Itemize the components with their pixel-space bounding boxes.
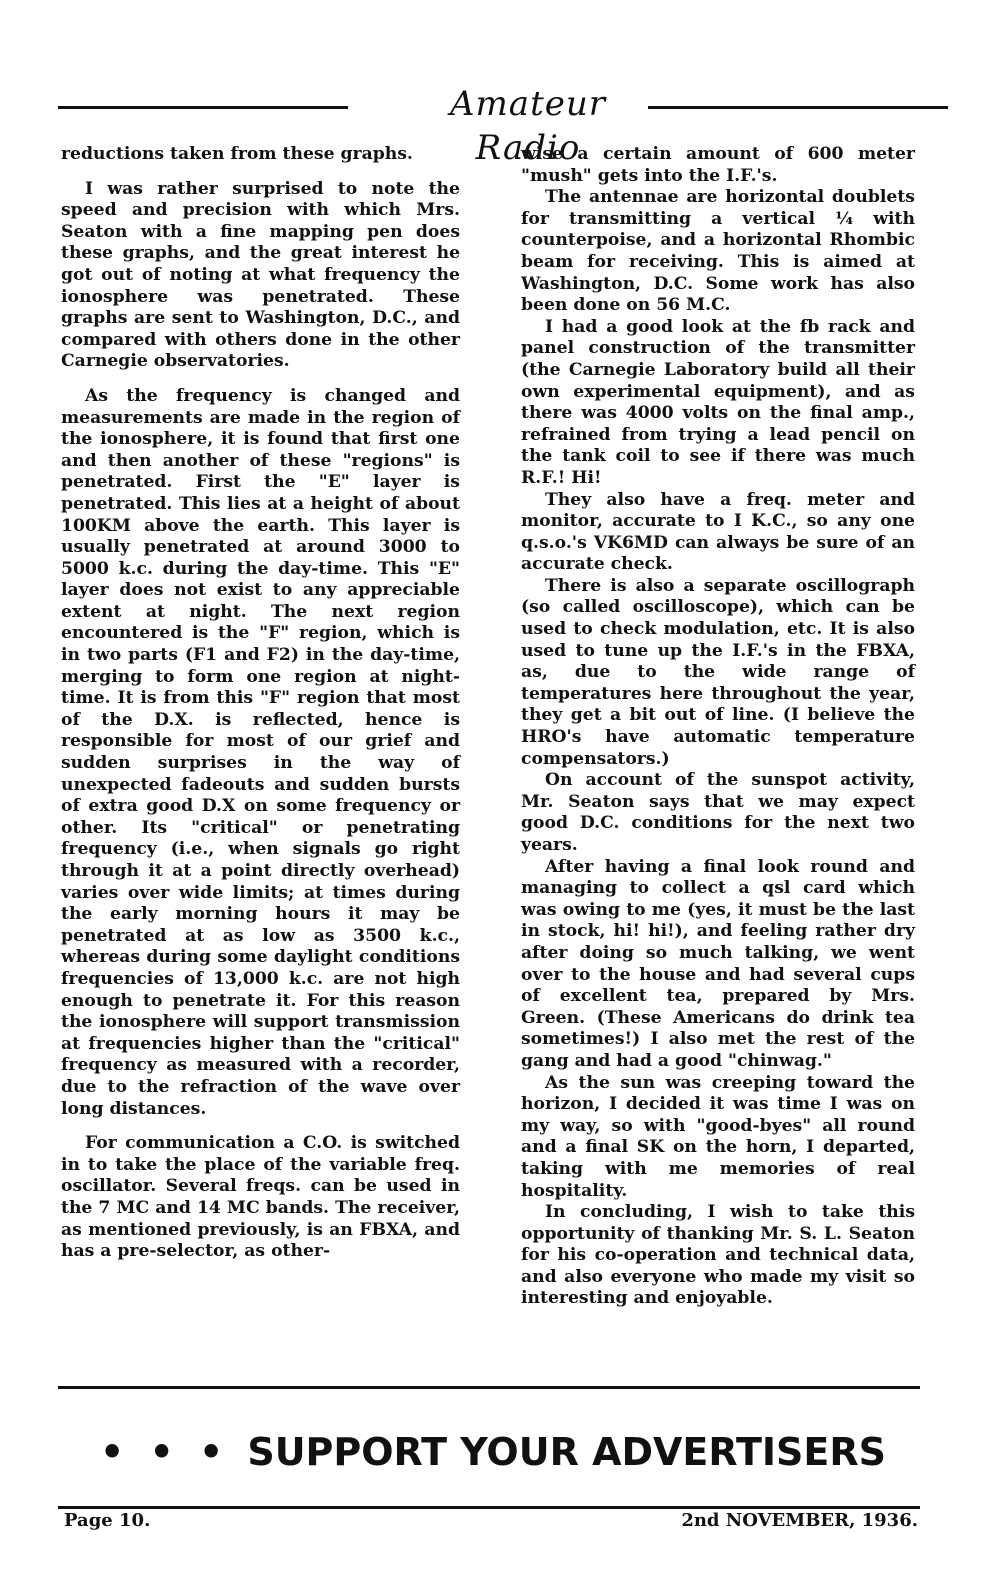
masthead-rule-left bbox=[58, 106, 348, 109]
paragraph: They also have a freq. meter and monitor, accurate to I K.C., so any one q.s.o.'s VK6MD can always be sure of an accurate check. bbox=[521, 489, 915, 575]
masthead-title: Amateur Radio bbox=[450, 84, 606, 168]
footer-rule bbox=[58, 1506, 920, 1509]
issue-date: 2nd NOVEMBER, 1936. bbox=[681, 1510, 918, 1531]
banner-text: SUPPORT YOUR ADVERTISERS bbox=[247, 1430, 886, 1474]
page-number: Page 10. bbox=[64, 1510, 151, 1531]
paragraph: The antennae are horizontal doublets for transmitting a vertical ¼ with counterpoise, and a horizontal Rhombic beam for receiving. This is aimed at Washington, D.C. Some work has also been done on 56 M.C. bbox=[521, 187, 915, 316]
left-column bbox=[61, 144, 460, 1276]
banner-dots: • • • bbox=[100, 1430, 230, 1474]
advertisers-banner bbox=[100, 1424, 920, 1480]
paragraph: On account of the sunspot activity, Mr. Seaton says that we may expect good D.C. conditions for the next two years. bbox=[521, 770, 915, 855]
paragraph: For communication a C.O. is switched in to take the place of the variable freq. oscillator. Several freqs. can be used in the 7 MC and 14 MC bands. The receiver, as mentioned previously, is an FBXA, and has a pre-selector, as other- bbox=[61, 1133, 460, 1262]
paragraph: After having a final look round and managing to collect a qsl card which was owing to me (yes, it must be the last in stock, hi! hi!), and feeling rather dry after doing so much talking, we went over to the house and had several cups of excellent tea, prepared by Mrs. Green. (These Americans do drink tea sometimes!) I also met the rest of the gang and had a good "chinwag." bbox=[521, 856, 915, 1071]
paragraph: I had a good look at the fb rack and panel construction of the transmitter (the Carnegie Laboratory build all their own experimental equipment), and as there was 4000 volts on the final amp., refrained from trying a lead pencil on the tank coil to see if there was much R.F.! Hi! bbox=[521, 316, 915, 488]
right-column bbox=[521, 144, 915, 1310]
paragraph: wise a certain amount of 600 meter "mush" gets into the I.F.'s. bbox=[521, 144, 915, 186]
paragraph: There is also a separate oscillograph (so called oscilloscope), which can be used to check modulation, etc. It is also used to tune up the I.F.'s in the FBXA, as, due to the wide range of temperatures here throughout the year, they get a bit out of line. (I believe the HRO's have automatic temperature compensators.) bbox=[521, 575, 915, 769]
paragraph: As the sun was creeping toward the horizon, I decided it was time I was on my way, so with "good-byes" all round and a final SK on the horn, I departed, taking with me memories of real hospitality. bbox=[521, 1072, 915, 1201]
paragraph: In concluding, I wish to take this opportunity of thanking Mr. S. L. Seaton for his co-operation and technical data, and also everyone who made my visit so interesting and enjoyable. bbox=[521, 1202, 915, 1309]
paragraph: reductions taken from these graphs. bbox=[61, 144, 413, 164]
paragraph: I was rather surprised to note the speed and precision with which Mrs. Seaton with a fine mapping pen does these graphs, and the great interest he got out of noting at what frequency the ionosphere was penetrated. These graphs are sent to Washington, D.C., and compared with others done in the other Carnegie observatories. bbox=[61, 178, 460, 372]
paragraph: As the frequency is changed and measurements are made in the region of the ionosphere, it is found that first one and then another of these "regions" is penetrated. First the "E" layer is penetrated. This lies at a height of about 100KM above the earth. This layer is usually penetrated at around 3000 to 5000 k.c. during the day-time. This "E" layer does not exist to any appreciable extent at night. The next region encountered is the "F" region, which is in two parts (F1 and F2) in the day-time, merging to form one region at night-time. It is from this "F" region that most of the D.X. is reflected, hence is responsible for most of our grief and sudden surprises in the way of unexpected fadeouts and sudden bursts of extra good D.X on some frequency or other. Its "critical" or penetrating frequency (i.e., when signals go right through it at a point directly overhead) varies over wide limits; at times during the early morning hours it may be penetrated at as low as 3500 k.c., whereas during some daylight conditions frequencies of 13,000 k.c. are not high enough to penetrate it. For this reason the ionosphere will support transmission at frequencies higher than the "critical" frequency as measured with a recorder, due to the refraction of the wave over long distances. bbox=[61, 385, 460, 1119]
column-bottom-rule bbox=[58, 1386, 920, 1389]
masthead-rule-right bbox=[648, 106, 948, 109]
